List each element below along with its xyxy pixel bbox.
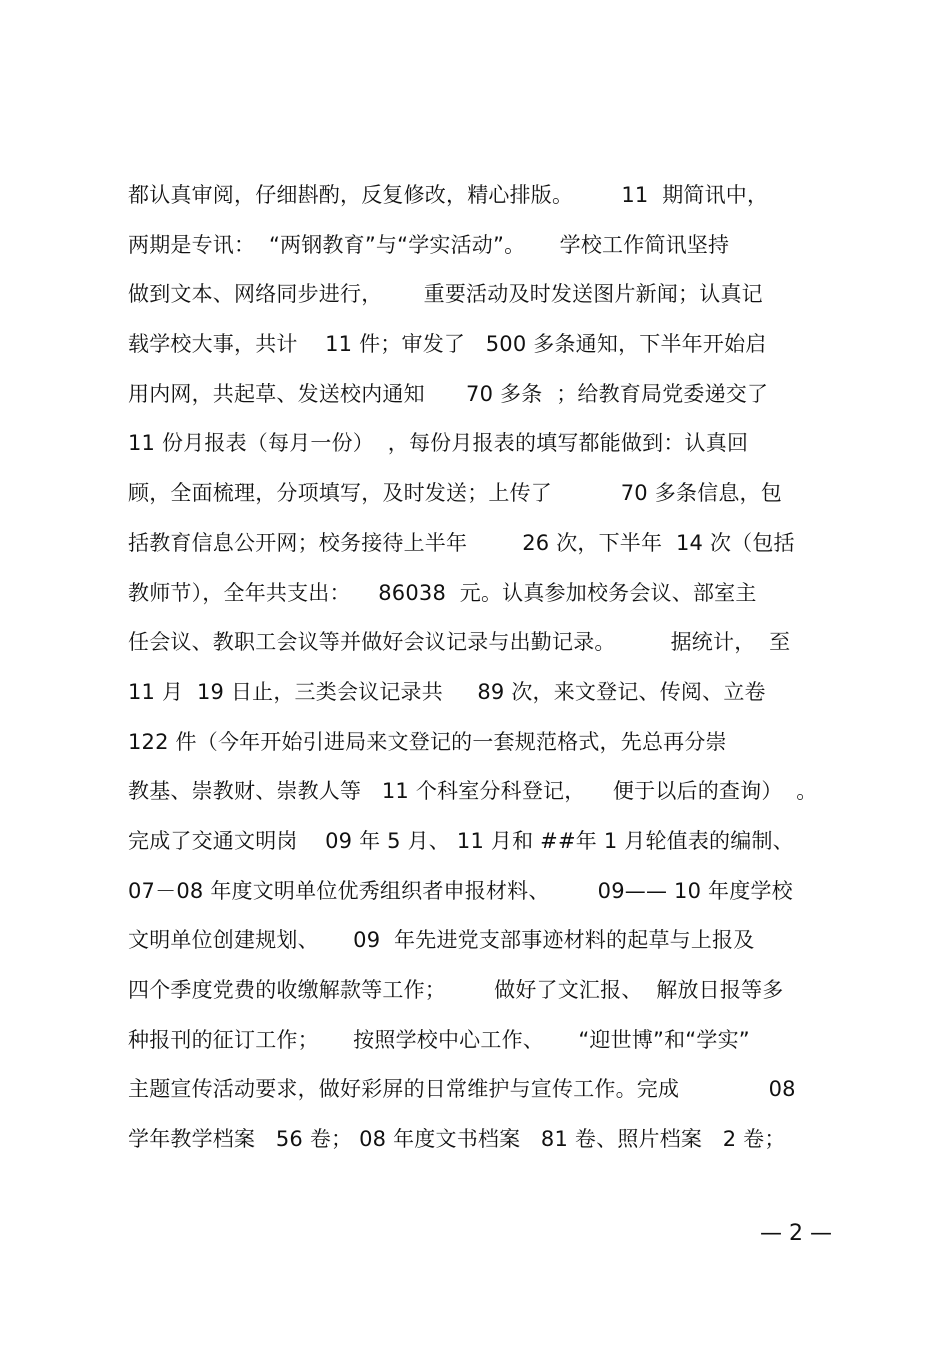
text-line: 四个季度党费的收缴解款等工作； 做好了文汇报、 解放日报等多 <box>128 978 784 1002</box>
text-line: 括教育信息公开网；校务接待上半年 26 次，下半年 14 次（包括 <box>128 530 795 555</box>
text-line: 顾，全面梳理，分项填写，及时发送；上传了 70 多条信息，包 <box>128 481 782 506</box>
text-line: 学年教学档案 56 卷； 08 年度文书档案 81 卷、照片档案 2 卷； <box>128 1127 786 1152</box>
text-line: 任会议、教职工会议等并做好会议记录与出勤记录。 据统计， 至 <box>128 630 791 655</box>
text-line: 11 月 19 日止，三类会议记录共 89 次，来文登记、传阅、立卷 <box>128 679 766 704</box>
body-text <box>128 176 848 1170</box>
text-line: 122 件（今年开始引进局来文登记的一套规范格式，先总再分崇 <box>128 729 727 754</box>
page-number: — 2 — <box>760 1221 832 1246</box>
text-line: 种报刊的征订工作； 按照学校中心工作、 “迎世博”和“学实” <box>128 1027 750 1052</box>
text-line: 教师节），全年共支出： 86038 元。认真参加校务会议、部室主 <box>128 580 757 605</box>
text-line: 文明单位创建规划、 09 年先进党支部事迹材料的起草与上报及 <box>128 928 755 953</box>
text-line: 做到文本、网络同步进行， 重要活动及时发送图片新闻；认真记 <box>128 282 763 307</box>
text-line: 完成了交通文明岗 09 年 5 月、 11 月和 ##年 1 月轮值表的编制、 <box>128 828 794 853</box>
text-line: 07－08 年度文明单位优秀组织者申报材料、 09—— 10 年度学校 <box>128 878 793 903</box>
text-line: 都认真审阅，仔细斟酌，反复修改，精心排版。 11 期简讯中， <box>128 183 769 207</box>
text-line: 11 份月报表（每月一份） ，每份月报表的填写都能做到：认真回 <box>128 431 749 456</box>
text-line: 教基、崇教财、崇教人等 11 个科室分科登记， 便于以后的查询） 。 <box>128 779 818 804</box>
text-line: 载学校大事，共计 11 件；审发了 500 多条通知，下半年开始启 <box>128 332 767 357</box>
text-line: 两期是专讯： “两钢教育”与“学实活动”。 学校工作简讯坚持 <box>128 232 730 257</box>
text-line: 主题宣传活动要求，做好彩屏的日常维护与宣传工作。完成 08 <box>128 1077 796 1102</box>
text-line: 用内网，共起草、发送校内通知 70 多条 ；给教育局党委递交了 <box>128 381 769 406</box>
